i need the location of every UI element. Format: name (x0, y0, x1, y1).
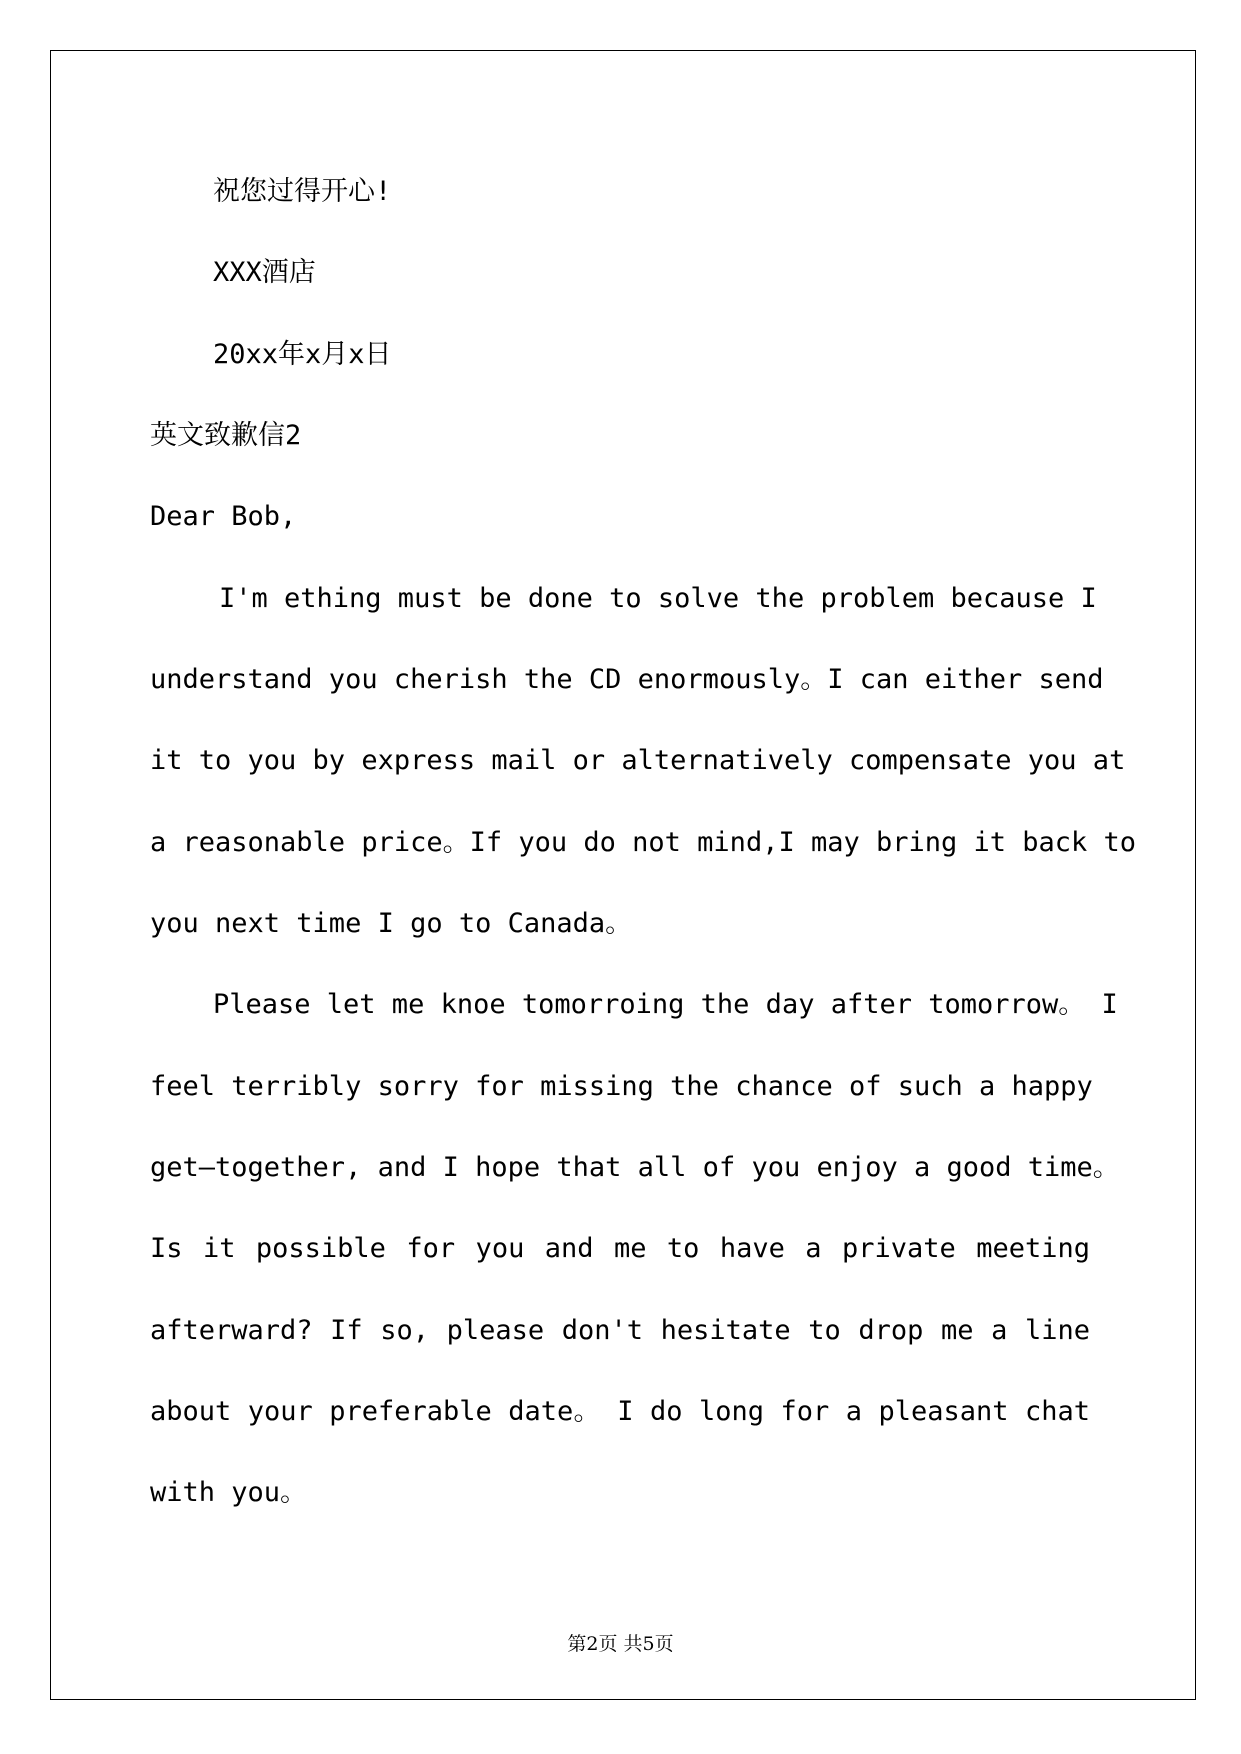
paragraph1-line: you next time I go to Canada。 (150, 908, 633, 939)
section-heading: 英文致歉信2 (150, 420, 302, 451)
closing-date: 20xx年x月x日 (213, 339, 392, 370)
closing-signature: XXX酒店 (213, 257, 316, 288)
paragraph1-line: a reasonable price。If you do not mind,I may bring it back to (150, 827, 1137, 858)
paragraph2-line: Is it possible for you and me to have a private meeting (150, 1233, 1090, 1264)
closing-wish: 祝您过得开心! (213, 176, 392, 207)
paragraph2-line: with you。 (150, 1477, 308, 1508)
page-number-footer: 第2页 共5页 (567, 1633, 674, 1655)
letter-salutation: Dear Bob, (150, 501, 297, 532)
page-border (50, 50, 1196, 1700)
paragraph2-line: about your preferable date。 I do long for a pleasant chat (150, 1396, 1090, 1427)
paragraph2-line: afterward? If so, please don't hesitate to drop me a line (150, 1315, 1090, 1346)
paragraph2-line: get—together, and I hope that all of you enjoy a good time。 (150, 1152, 1120, 1183)
paragraph2-line: feel terribly sorry for missing the chance of such a happy (150, 1071, 1093, 1102)
paragraph1-line: it to you by express mail or alternatively compensate you at (150, 745, 1126, 776)
paragraph1-line: understand you cherish the CD enormously。I can either send (150, 664, 1104, 695)
paragraph2-line: Please let me knoe tomorroing the day after tomorrow。 I (213, 989, 1118, 1020)
paragraph1-line: I'm ething must be done to solve the problem because I (219, 583, 1097, 614)
